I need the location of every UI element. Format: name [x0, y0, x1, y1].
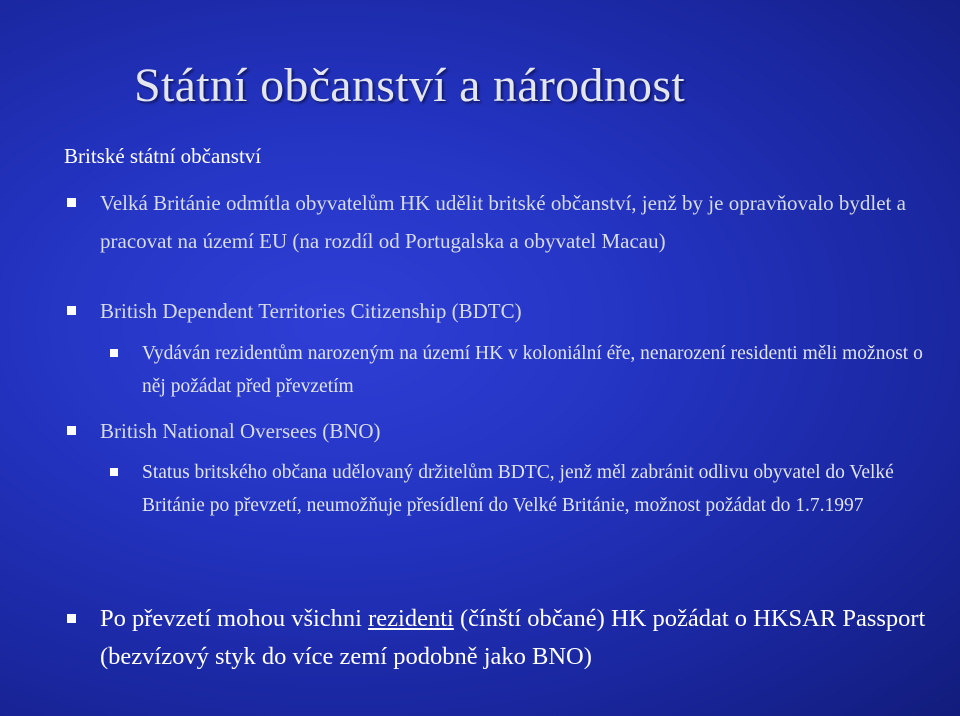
- section-subheading: Britské státní občanství: [64, 144, 262, 168]
- list-item-text: Velká Británie odmítla obyvatelům HK udělit britské občanství, jenž by je opravňovalo bydlet a pracovat na území EU (na rozdíl od Portugalska a obyvatel Macau): [100, 191, 906, 253]
- list-item-text: Vydáván rezidentům narozeným na území HK v koloniální éře, nenarození residenti měli možnost o něj požádat před převzetím: [142, 343, 923, 397]
- square-bullet-icon: [110, 468, 118, 476]
- rezidenti-link[interactable]: rezidenti: [368, 605, 454, 632]
- text-segment: (čínští občané) HK požádat o HKSAR Passport (bezvízový styk do více zemí podobně jako BNO): [100, 605, 926, 670]
- list-item-text: Status britského občana udělovaný držitelům BDTC, jenž měl zabránit odlivu obyvatel do Velké Británie po převzetí, neumožňuje přesídlení do Velké Británie, možnost požádat do 1.7.1997: [142, 462, 894, 516]
- slide-title: Státní občanství a národnost: [134, 59, 685, 112]
- square-bullet-icon: [67, 614, 76, 623]
- square-bullet-icon: [67, 426, 76, 435]
- square-bullet-icon: [67, 198, 76, 207]
- text-segment: Po převzetí mohou všichni: [100, 605, 369, 632]
- list-item-text: [100, 600, 930, 676]
- square-bullet-icon: [110, 349, 118, 357]
- list-item-text: British National Oversees (BNO): [100, 419, 381, 443]
- list-item-text: British Dependent Territories Citizenship (BDTC): [100, 299, 522, 323]
- square-bullet-icon: [67, 306, 76, 315]
